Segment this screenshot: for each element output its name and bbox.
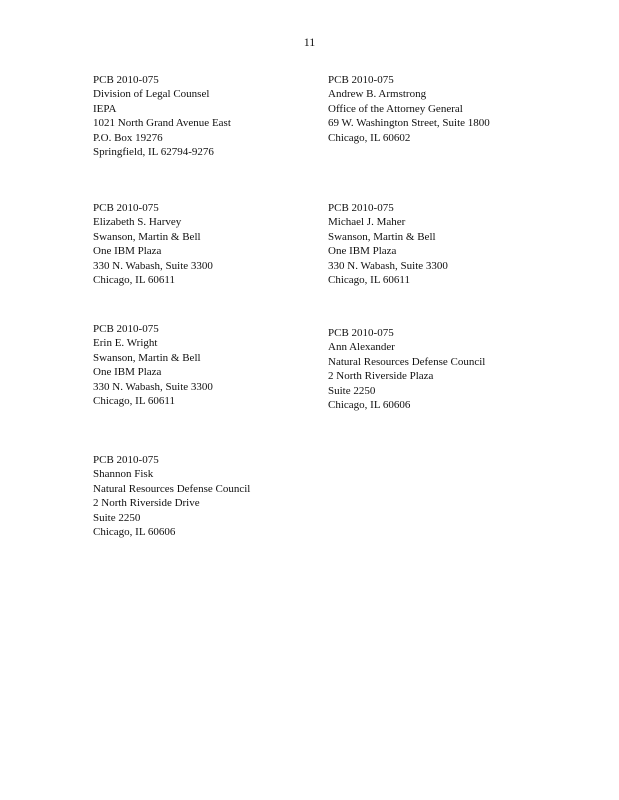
recipient-name: Michael J. Maher bbox=[328, 216, 406, 229]
building: One IBM Plaza bbox=[93, 366, 162, 379]
recipient-name: Shannon Fisk bbox=[93, 468, 154, 481]
service-address-block bbox=[328, 326, 485, 412]
service-address-block bbox=[93, 453, 250, 539]
organization: Natural Resources Defense Council bbox=[328, 355, 486, 368]
city-state-zip: Chicago, IL 60611 bbox=[328, 274, 410, 287]
city-state-zip: Chicago, IL 60606 bbox=[93, 526, 176, 539]
organization: Natural Resources Defense Council bbox=[93, 482, 251, 495]
city-state-zip: Chicago, IL 60606 bbox=[328, 399, 411, 412]
case-number: PCB 2010-075 bbox=[93, 323, 159, 335]
organization: IEPA bbox=[93, 102, 117, 115]
organization: Office of the Attorney General bbox=[328, 102, 463, 115]
po-box: P.O. Box 19276 bbox=[93, 131, 163, 144]
case-number: PCB 2010-075 bbox=[93, 202, 159, 214]
street-address: 330 N. Wabash, Suite 3300 bbox=[93, 380, 213, 393]
street-address: 1021 North Grand Avenue East bbox=[93, 117, 231, 130]
city-state-zip: Springfield, IL 62794-9276 bbox=[93, 146, 214, 159]
recipient-name: Elizabeth S. Harvey bbox=[93, 216, 182, 229]
case-number: PCB 2010-075 bbox=[328, 327, 394, 339]
street-address: 330 N. Wabash, Suite 3300 bbox=[93, 259, 213, 272]
organization: Swanson, Martin & Bell bbox=[93, 230, 201, 243]
case-number: PCB 2010-075 bbox=[328, 202, 394, 214]
building: One IBM Plaza bbox=[93, 245, 162, 258]
case-number: PCB 2010-075 bbox=[93, 454, 159, 466]
organization: Swanson, Martin & Bell bbox=[93, 351, 201, 364]
recipient-name: Andrew B. Armstrong bbox=[328, 88, 427, 101]
street-address: 2 North Riverside Drive bbox=[93, 497, 200, 510]
service-address-block bbox=[328, 201, 448, 287]
organization: Swanson, Martin & Bell bbox=[328, 230, 436, 243]
suite: Suite 2250 bbox=[328, 384, 376, 397]
street-address: 330 N. Wabash, Suite 3300 bbox=[328, 259, 448, 272]
recipient-name: Erin E. Wright bbox=[93, 337, 158, 350]
city-state-zip: Chicago, IL 60602 bbox=[328, 131, 411, 144]
recipient-name: Division of Legal Counsel bbox=[93, 88, 210, 101]
service-address-block bbox=[93, 73, 231, 159]
service-address-block bbox=[93, 201, 213, 287]
case-number: PCB 2010-075 bbox=[93, 74, 159, 86]
case-number: PCB 2010-075 bbox=[328, 74, 394, 86]
street-address: 69 W. Washington Street, Suite 1800 bbox=[328, 117, 490, 130]
street-address: 2 North Riverside Plaza bbox=[328, 370, 434, 383]
building: One IBM Plaza bbox=[328, 245, 397, 258]
suite: Suite 2250 bbox=[93, 511, 141, 524]
page-number: 11 bbox=[303, 35, 316, 49]
city-state-zip: Chicago, IL 60611 bbox=[93, 395, 175, 408]
city-state-zip: Chicago, IL 60611 bbox=[93, 274, 175, 287]
recipient-name: Ann Alexander bbox=[328, 341, 395, 354]
service-address-block bbox=[328, 73, 490, 145]
service-address-block bbox=[93, 322, 213, 408]
